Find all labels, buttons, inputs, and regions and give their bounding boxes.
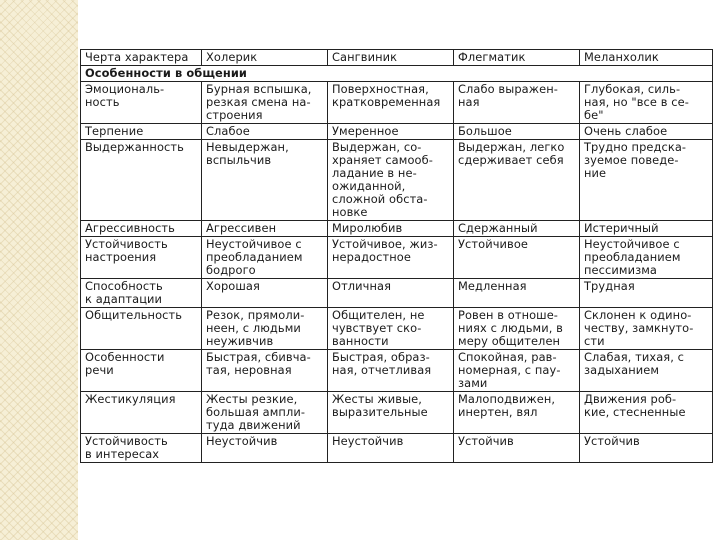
table-header-row	[81, 50, 713, 66]
table-row	[81, 82, 713, 124]
table-cell: Хорошая	[202, 279, 328, 308]
table-row	[81, 279, 713, 308]
table-cell: Глубокая, силь- ная, но "все в се- бе"	[580, 82, 713, 124]
table-cell: Устойчив	[580, 434, 713, 463]
table-cell: Очень слабое	[580, 124, 713, 140]
header-melancholic: Меланхолик	[580, 50, 713, 66]
header-choleric: Холерик	[202, 50, 328, 66]
table-cell: Выдержан, легко сдерживает себя	[454, 140, 580, 221]
table-cell: Неустойчивое с преобладанием бодрого	[202, 237, 328, 279]
table-row	[81, 434, 713, 463]
table-cell: Слабо выражен- ная	[454, 82, 580, 124]
table-cell: Истеричный	[580, 221, 713, 237]
trait-cell: Агрессивность	[81, 221, 202, 237]
table-cell: Движения роб- кие, стесненные	[580, 392, 713, 434]
table-cell: Сдержанный	[454, 221, 580, 237]
table-cell: Агрессивен	[202, 221, 328, 237]
temperament-table	[80, 49, 713, 463]
header-trait: Черта характера	[81, 50, 202, 66]
trait-cell: Эмоциональ- ность	[81, 82, 202, 124]
table-row	[81, 392, 713, 434]
section-row	[81, 66, 713, 82]
table-cell: Медленная	[454, 279, 580, 308]
trait-cell: Общительность	[81, 308, 202, 350]
table-cell: Быстрая, образ- ная, отчетливая	[328, 350, 454, 392]
table-row	[81, 140, 713, 221]
table-cell: Поверхностная, кратковременная	[328, 82, 454, 124]
table-cell: Спокойная, рав- номерная, с пау- зами	[454, 350, 580, 392]
table-cell: Устойчивое, жиз- нерадостное	[328, 237, 454, 279]
table-row	[81, 124, 713, 140]
trait-cell: Устойчивость настроения	[81, 237, 202, 279]
table-cell: Трудно предска- зуемое поведе- ние	[580, 140, 713, 221]
table-cell: Умеренное	[328, 124, 454, 140]
decorative-side-strip	[0, 0, 78, 540]
header-sanguine: Сангвиник	[328, 50, 454, 66]
trait-cell: Способность к адаптации	[81, 279, 202, 308]
table-cell: Невыдержан, вспыльчив	[202, 140, 328, 221]
table-cell: Жесты резкие, большая ампли- туда движений	[202, 392, 328, 434]
table-cell: Устойчивое	[454, 237, 580, 279]
table-cell: Ровен в отноше- ниях с людьми, в меру общителен	[454, 308, 580, 350]
trait-cell: Устойчивость в интересах	[81, 434, 202, 463]
table-row	[81, 221, 713, 237]
table-cell: Миролюбив	[328, 221, 454, 237]
trait-cell: Выдержанность	[81, 140, 202, 221]
table-cell: Резок, прямоли- неен, с людьми неуживчив	[202, 308, 328, 350]
trait-cell: Терпение	[81, 124, 202, 140]
header-phlegmatic: Флегматик	[454, 50, 580, 66]
table-cell: Неустойчив	[202, 434, 328, 463]
table-cell: Трудная	[580, 279, 713, 308]
table-cell: Малоподвижен, инертен, вял	[454, 392, 580, 434]
table-cell: Отличная	[328, 279, 454, 308]
table-cell: Общителен, не чувствует ско- ванности	[328, 308, 454, 350]
table-row	[81, 308, 713, 350]
table-cell: Быстрая, сбивча- тая, неровная	[202, 350, 328, 392]
table-cell: Неустойчив	[328, 434, 454, 463]
table-cell: Устойчив	[454, 434, 580, 463]
table-cell: Бурная вспышка, резкая смена на- строения	[202, 82, 328, 124]
trait-cell: Особенности речи	[81, 350, 202, 392]
trait-cell: Жестикуляция	[81, 392, 202, 434]
table-row	[81, 350, 713, 392]
table-row	[81, 237, 713, 279]
table-cell: Выдержан, со- храняет самооб- ладание в не- ожиданной, сложной обста- новке	[328, 140, 454, 221]
table-cell: Большое	[454, 124, 580, 140]
table-cell: Слабая, тихая, с задыханием	[580, 350, 713, 392]
table-cell: Неустойчивое с преобладанием пессимизма	[580, 237, 713, 279]
table-cell: Склонен к одино- честву, замкнуто- сти	[580, 308, 713, 350]
section-title: Особенности в общении	[81, 66, 713, 82]
table-cell: Жесты живые, выразительные	[328, 392, 454, 434]
table-cell: Слабое	[202, 124, 328, 140]
